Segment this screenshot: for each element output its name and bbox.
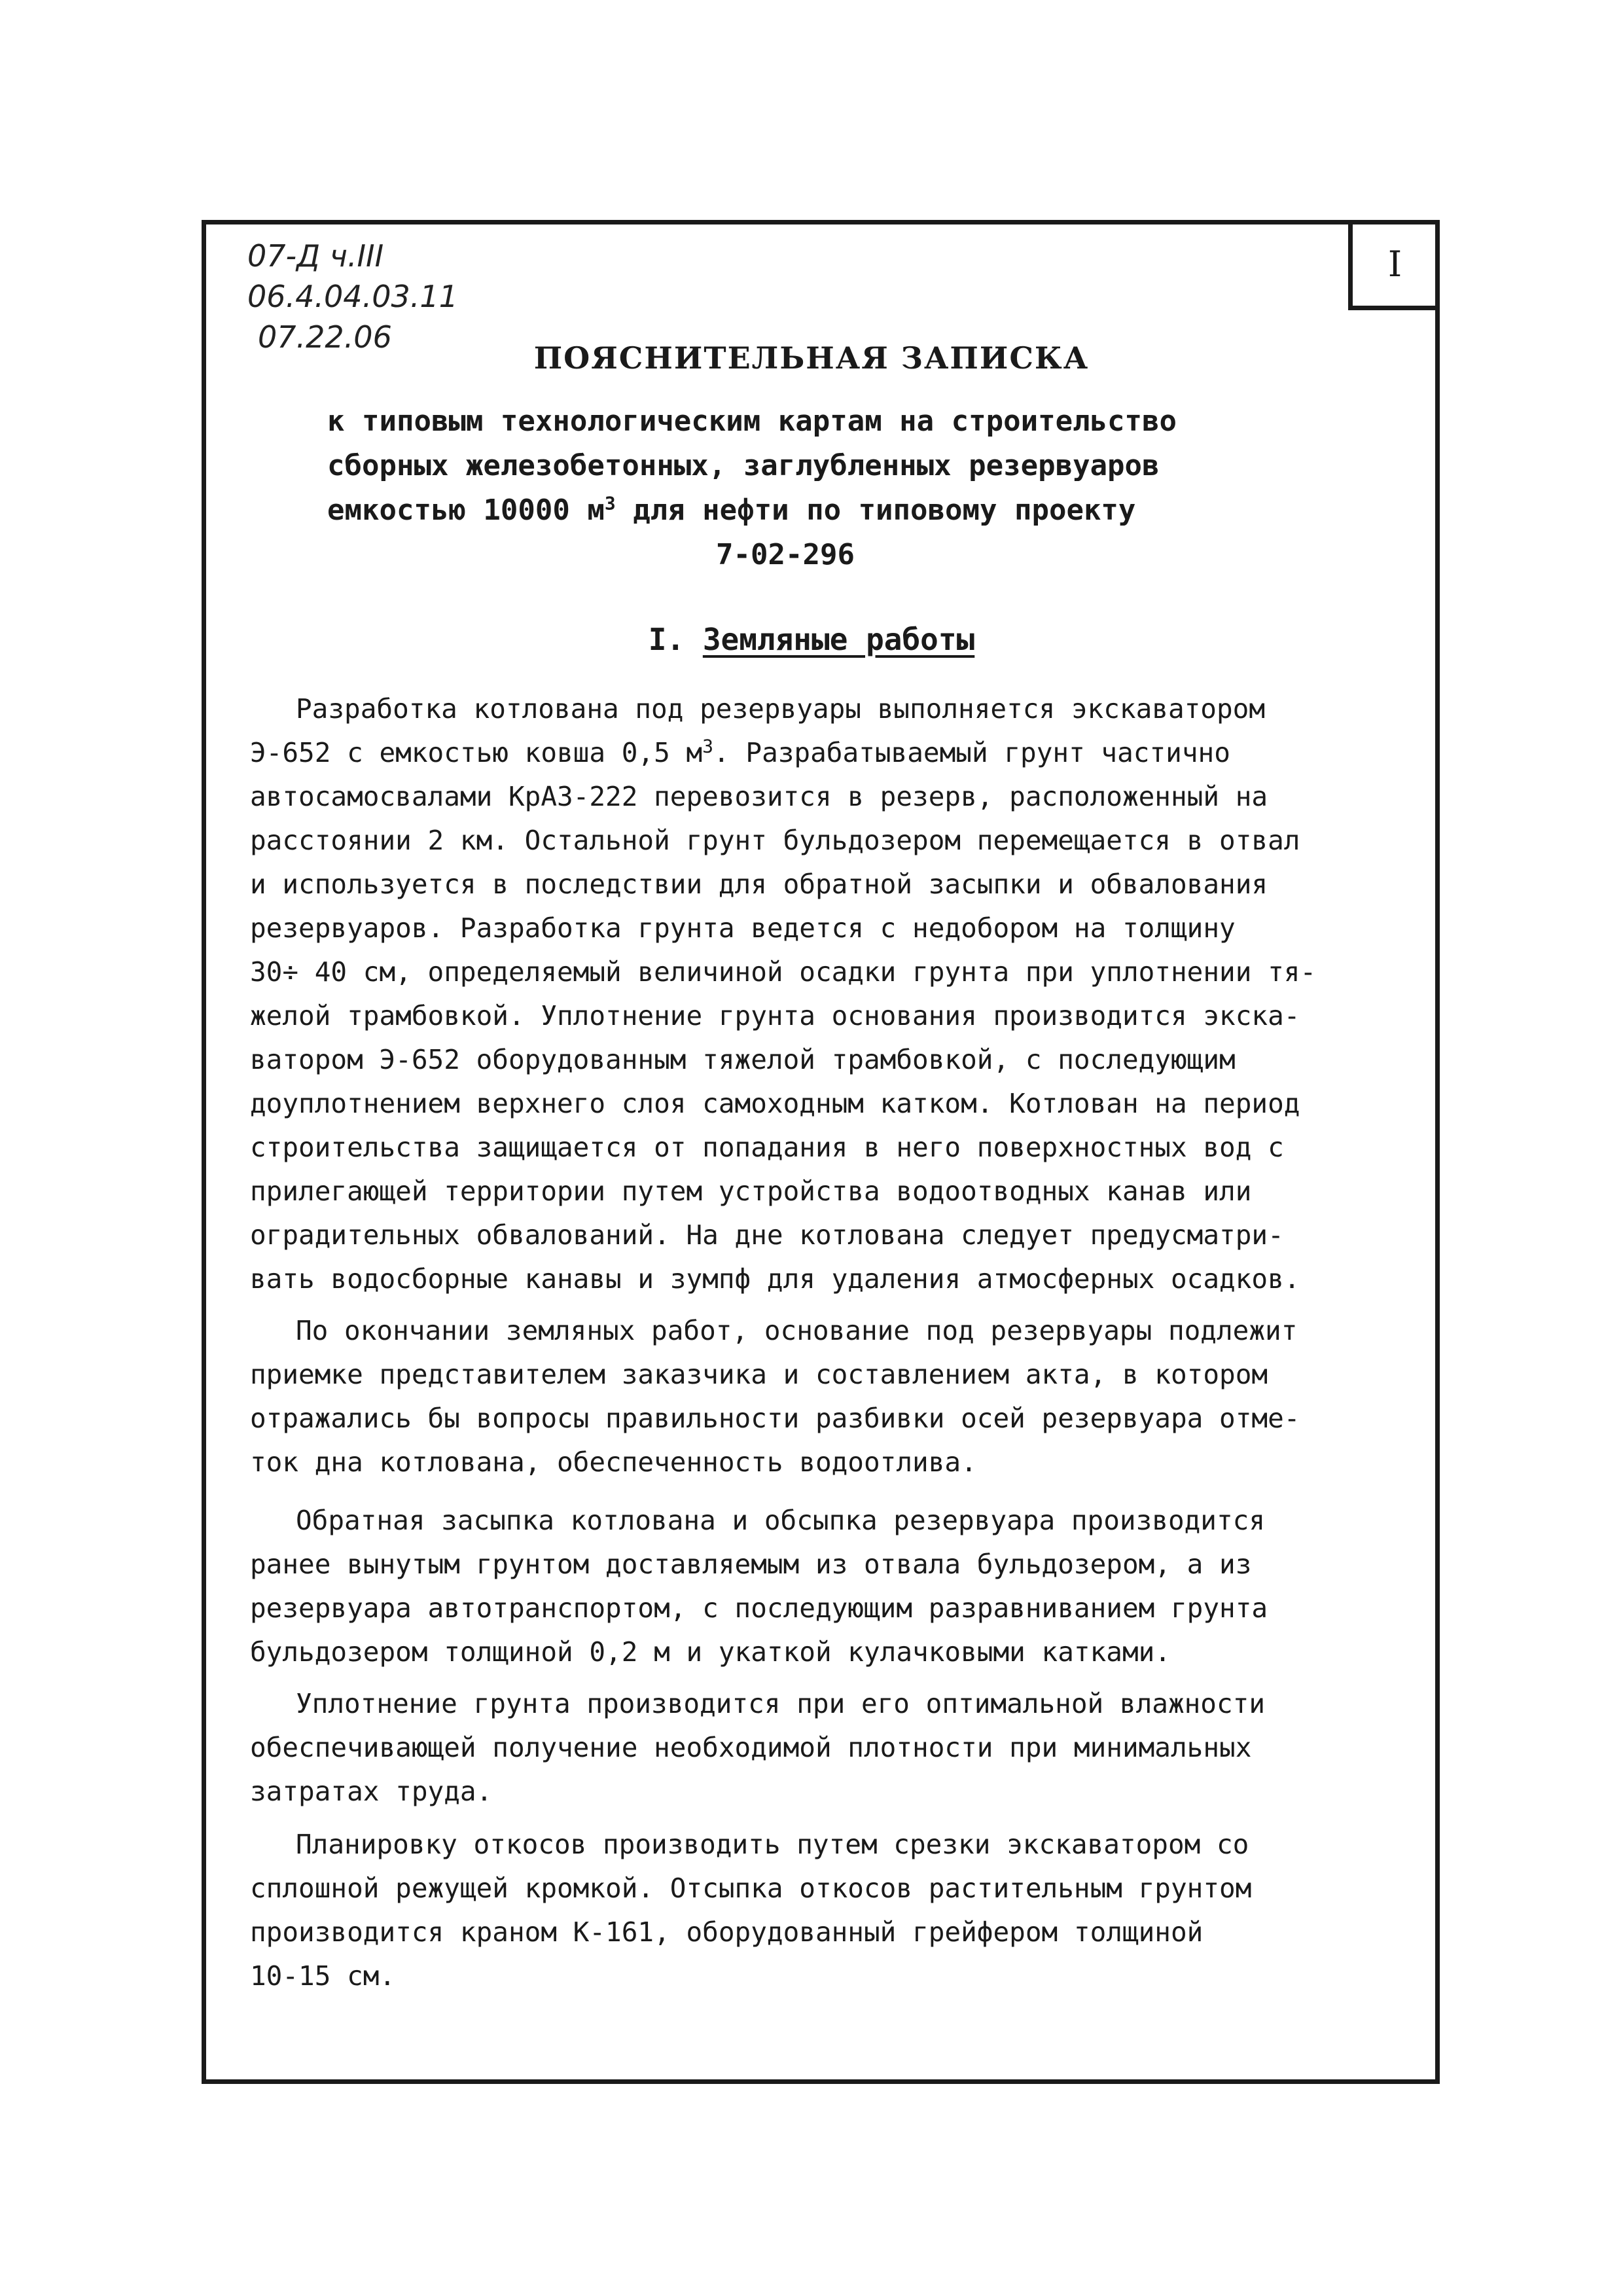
text-line: расстоянии 2 км. Остальной грунт бульдозером перемещается в отвал bbox=[250, 825, 1300, 856]
text-line: ранее вынутым грунтом доставляемым из отвала бульдозером, а из bbox=[250, 1549, 1252, 1580]
text-line: затратах труда. bbox=[250, 1776, 493, 1807]
text-line: 30÷ 40 см, определяемый величиной осадки грунта при уплотнении тя- bbox=[250, 956, 1317, 988]
document-code: 06.4.04.03.11 bbox=[247, 279, 458, 314]
project-number: 7-02-296 bbox=[716, 538, 855, 571]
document-codes bbox=[247, 236, 458, 357]
text-line: ток дна котлована, обеспеченность водоотлива. bbox=[250, 1446, 977, 1478]
text-line: вать водосборные канавы и зумпф для удаления атмосферных осадков. bbox=[250, 1263, 1300, 1295]
subtitle-line: к типовым технологическим картам на строительство bbox=[327, 404, 1177, 438]
text-line: ватором Э-652 оборудованным тяжелой трамбовкой, с последующим bbox=[250, 1044, 1236, 1075]
text-line: желой трамбовкой. Уплотнение грунта основания производится экска- bbox=[250, 1000, 1300, 1031]
text-line: Разработка котлована под резервуары выполняется экскаватором bbox=[296, 693, 1266, 725]
text-line: По окончании земляных работ, основание под резервуары подлежит bbox=[296, 1315, 1298, 1346]
text-line: доуплотнением верхнего слоя самоходным катком. Котлован на период bbox=[250, 1088, 1300, 1119]
text-line: резервуаров. Разработка грунта ведется с недобором на толщину bbox=[250, 912, 1236, 944]
paragraph-3 bbox=[250, 1499, 1415, 1674]
text-line: оградительных обвалований. На дне котлована следует предусматри- bbox=[250, 1219, 1284, 1251]
text-line: Планировку откосов производить путем срезки экскаватором со bbox=[296, 1829, 1249, 1860]
text-line: бульдозером толщиной 0,2 м и укаткой кулачковыми катками. bbox=[250, 1636, 1171, 1668]
text-line: прилегающей территории путем устройства водоотводных канав или bbox=[250, 1175, 1252, 1207]
text-line: обеспечивающей получение необходимой плотности при минимальных bbox=[250, 1732, 1252, 1763]
document-code: 07-Д ч.III bbox=[247, 238, 384, 274]
document-title: ПОЯСНИТЕЛЬНАЯ ЗАПИСКА bbox=[533, 340, 1090, 376]
page-number-box bbox=[1348, 223, 1437, 310]
section-heading bbox=[0, 622, 1623, 657]
subtitle-line: сборных железобетонных, заглубленных резервуаров bbox=[327, 449, 1160, 482]
section-number: I. bbox=[648, 622, 685, 657]
text-line: Э-652 с емкостью ковша 0,5 $м^3$. Разрабатываемый грунт частично bbox=[250, 735, 1230, 768]
text-line: приемке представителем заказчика и составлением акта, в котором bbox=[250, 1359, 1268, 1390]
paragraph-4 bbox=[250, 1682, 1415, 1814]
text-line: Уплотнение грунта производится при его оптимальной влажности bbox=[296, 1688, 1266, 1719]
paragraph-1 bbox=[250, 687, 1415, 1301]
paragraph-2 bbox=[250, 1309, 1415, 1484]
text-line: сплошной режущей кромкой. Отсыпка откосов растительным грунтом bbox=[250, 1873, 1252, 1904]
subtitle-line: емкостью 10000 $м^3$ для нефти по типовому проекту bbox=[327, 492, 1136, 527]
text-line: автосамосвалами КрАЗ-222 перевозится в резерв, расположенный на bbox=[250, 781, 1268, 812]
document-subtitle bbox=[327, 399, 1309, 577]
section-title: Земляные работы bbox=[702, 622, 975, 657]
paragraph-5 bbox=[250, 1823, 1415, 1998]
text-line: резервуара автотранспортом, с последующим разравниванием грунта bbox=[250, 1592, 1268, 1624]
text-line: производится краном К-161, оборудованный грейфером толщиной bbox=[250, 1916, 1204, 1948]
text-line: строительства защищается от попадания в него поверхностных вод с bbox=[250, 1132, 1284, 1163]
page-number: I bbox=[1387, 243, 1402, 285]
text-line: 10-15 см. bbox=[250, 1960, 396, 1992]
text-line: и используется в последствии для обратной засыпки и обвалования bbox=[250, 869, 1268, 900]
text-line: отражались бы вопросы правильности разбивки осей резервуара отме- bbox=[250, 1403, 1300, 1434]
document-code: 07.22.06 bbox=[258, 319, 392, 355]
text-line: Обратная засыпка котлована и обсыпка резервуара производится bbox=[296, 1505, 1266, 1536]
